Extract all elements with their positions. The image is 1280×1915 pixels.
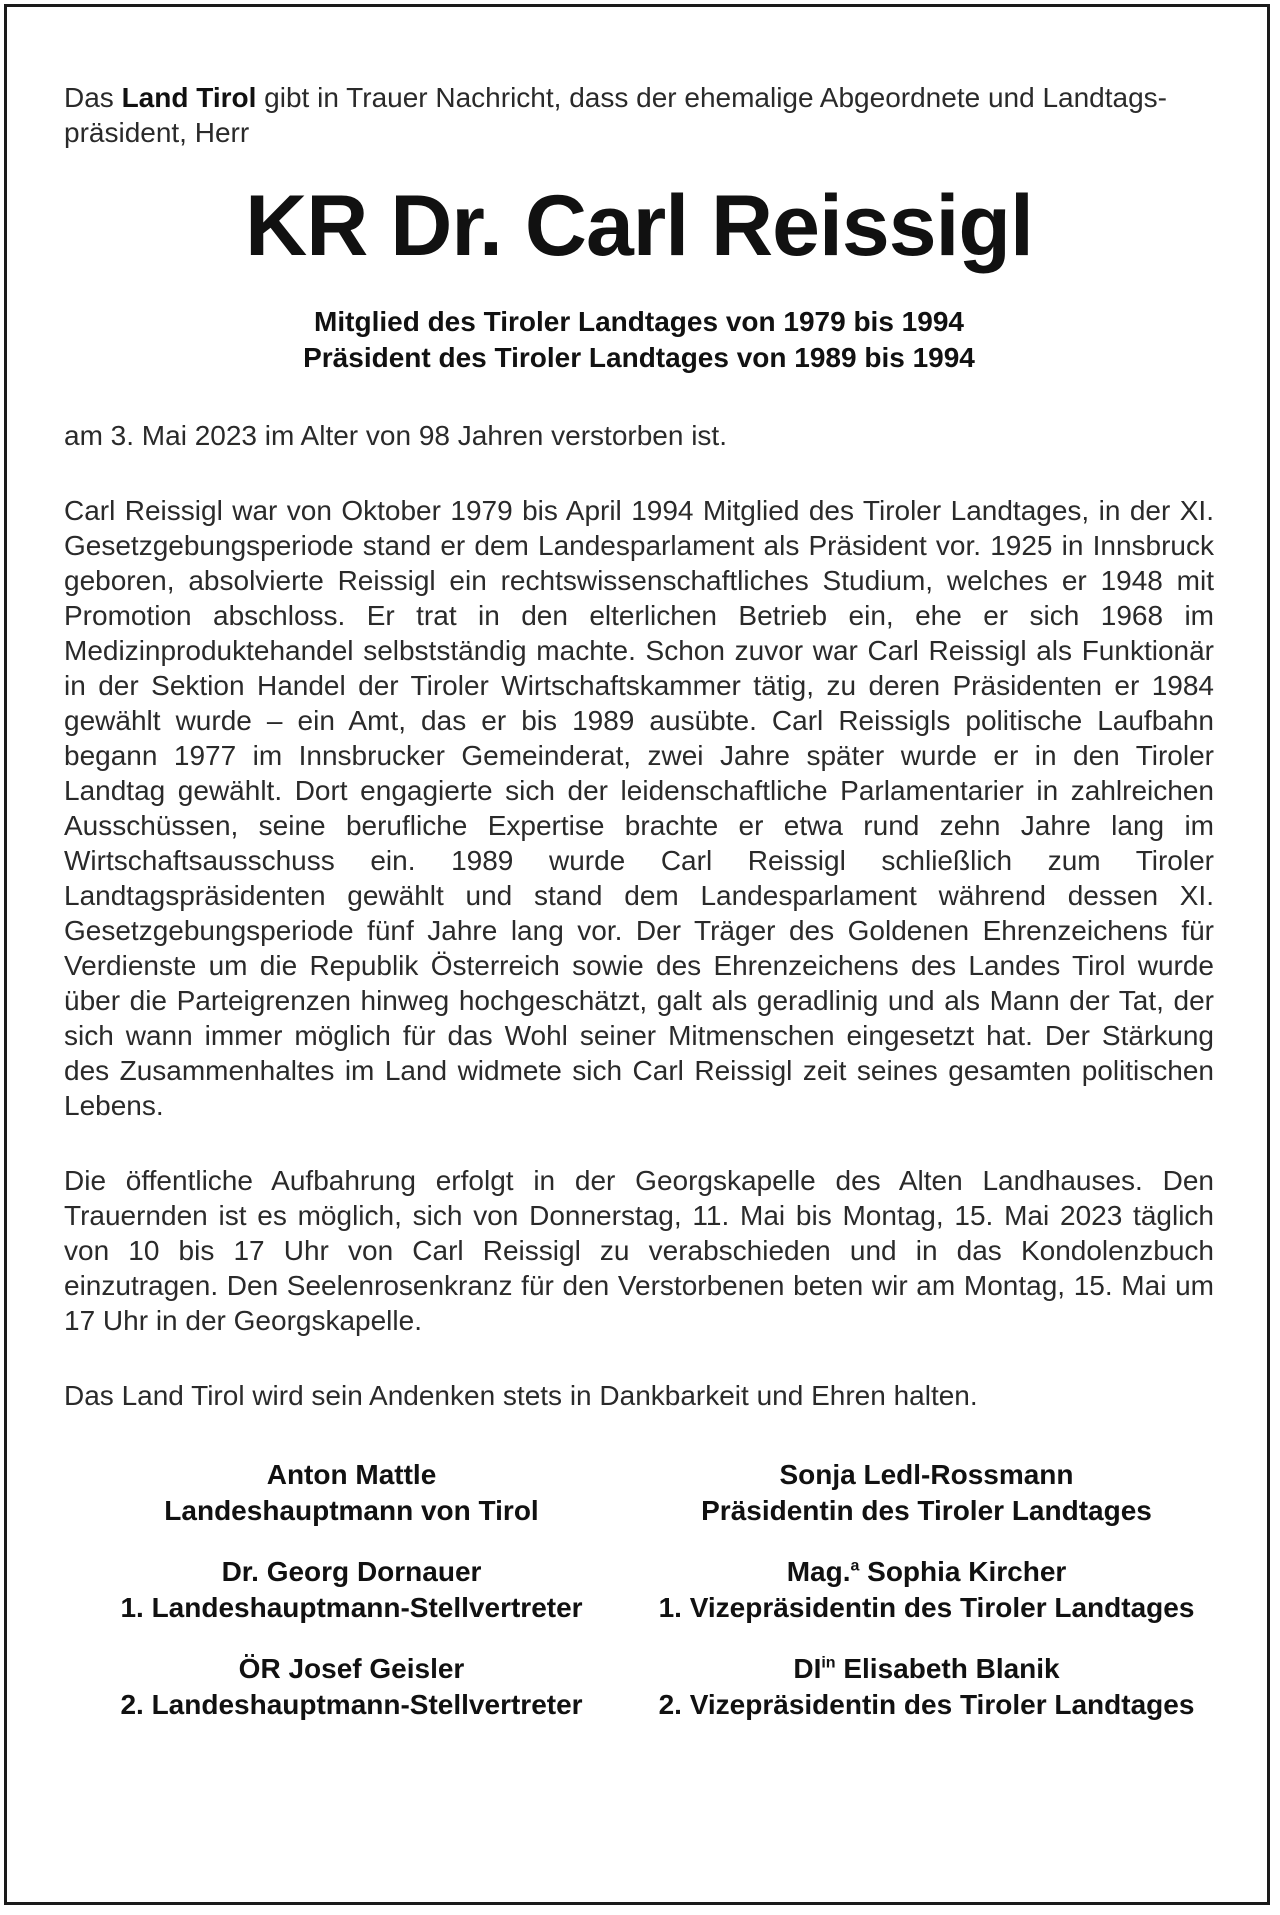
signature — [639, 1457, 1214, 1529]
signatory-title: Landeshauptmann von Tirol — [164, 1495, 539, 1526]
name-rest: Elisabeth Blanik — [835, 1653, 1060, 1684]
signature — [64, 1651, 639, 1723]
signatures — [64, 1457, 1214, 1748]
name-superscript: a — [850, 1557, 860, 1575]
signature — [639, 1651, 1214, 1723]
role-member: Mitglied des Tiroler Landtages von 1979 bis 1994 — [314, 306, 964, 337]
signatory-name: ÖR Josef Geisler — [238, 1653, 465, 1684]
signatory-title: 2. Landeshauptmann-Stellvertreter — [120, 1689, 583, 1720]
name-rest: Sophia Kircher — [859, 1556, 1067, 1587]
signatory-title: 1. Landeshauptmann-Stellvertreter — [120, 1592, 583, 1623]
intro-organization: Land Tirol — [121, 82, 257, 113]
signatory-title: 2. Vizepräsidentin des Tiroler Landtages — [658, 1689, 1195, 1720]
signatures-right — [639, 1457, 1214, 1748]
closing-line: Das Land Tirol wird sein Andenken stets in Dankbarkeit und Ehren halten. — [64, 1380, 978, 1411]
signature — [64, 1554, 639, 1626]
signatory-name: Sonja Ledl-Rossmann — [779, 1459, 1074, 1490]
signatory-name: Dr. Georg Dornauer — [221, 1556, 482, 1587]
signatures-left — [64, 1457, 639, 1748]
signatory-name — [639, 1651, 1214, 1687]
name-prefix: Mag. — [786, 1556, 851, 1587]
signatory-name: Anton Mattle — [266, 1459, 437, 1490]
signatory-name — [639, 1554, 1214, 1590]
biography-paragraph: Carl Reissigl war von Oktober 1979 bis April 1994 Mitglied des Tiroler Landtages, in der XI. Gesetzgebungsperiode stand er dem Landesparlament als Präsident vor. 1925 in Innsbruck geboren, absolvierte Reissigl ein rechtswissenschaftliches Studium, welches er 1948 mit Promotion abschloss. Er trat in den elterlichen Betrieb ein, ehe er sich 1968 im Medizinproduktehandel selbstständig machte. Schon zuvor war Carl Reissigl als Funktionär in der Sektion Handel der Tiroler Wirtschaftskammer tätig, zu deren Präsidenten er 1984 gewählt wurde – ein Amt, das er bis 1989 ausübte. Carl Reissigls politische Laufbahn begann 1977 im Innsbrucker Gemeinderat, zwei Jahre später wurde er in den Tiroler Landtag gewählt. Dort engagierte sich der leidenschaftliche Parlamentarier in zahlreichen Ausschüssen, seine berufliche Expertise brachte er etwa rund zehn Jahre lang im Wirtschaftsausschuss ein. 1989 wurde Carl Reissigl schließlich zum Tiroler Landtagspräsidenten gewählt und stand dem Landesparlament während dessen XI. Gesetzgebungsperiode fünf Jahre lang vor. Der Träger des Goldenen Ehrenzeichens für Verdienste um die Republik Österreich sowie des Ehrenzeichens des Landes Tirol wurde über die Parteigrenzen hinweg hochgeschätzt, galt als geradlinig und als Mann der Tat, der sich wann immer möglich für das Wohl seiner Mitmenschen eingesetzt hat. Der Stärkung des Zusammenhaltes im Land widmete sich Carl Reissigl zeit seines gesamten politischen Lebens. — [64, 495, 1214, 1121]
death-notice: am 3. Mai 2023 im Alter von 98 Jahren verstorben ist. — [64, 420, 727, 451]
name-superscript: in — [821, 1654, 836, 1672]
roles — [64, 304, 1214, 376]
role-president: Präsident des Tiroler Landtages von 1989 bis 1994 — [303, 342, 975, 373]
signature — [64, 1457, 639, 1529]
name-prefix: DI — [793, 1653, 822, 1684]
signatory-title: Präsidentin des Tiroler Landtages — [701, 1495, 1152, 1526]
intro-prefix: Das — [64, 82, 122, 113]
funeral-paragraph: Die öffentliche Aufbahrung erfolgt in der Georgskapelle des Alten Landhauses. Den Trauernden ist es möglich, sich von Donnerstag, 11. Mai bis Montag, 15. Mai 2023 täglich von 10 bis 17 Uhr von Carl Reissigl zu verabschieden und in das Kondolenzbuch einzutragen. Den Seelenrosenkranz für den Verstorbenen beten wir am Montag, 15. Mai um 17 Uhr in der Georgskapelle. — [64, 1165, 1214, 1336]
intro-text: gibt in Trauer Nachricht, dass der ehemalige Abgeordnete und Landtags-präsident, Herr — [64, 82, 1167, 148]
signatory-title: 1. Vizepräsidentin des Tiroler Landtages — [658, 1592, 1195, 1623]
deceased-name: KR Dr. Carl Reissigl — [245, 178, 1033, 274]
signature — [639, 1554, 1214, 1626]
obituary-notice — [64, 80, 1214, 1748]
intro-paragraph — [64, 80, 1214, 150]
